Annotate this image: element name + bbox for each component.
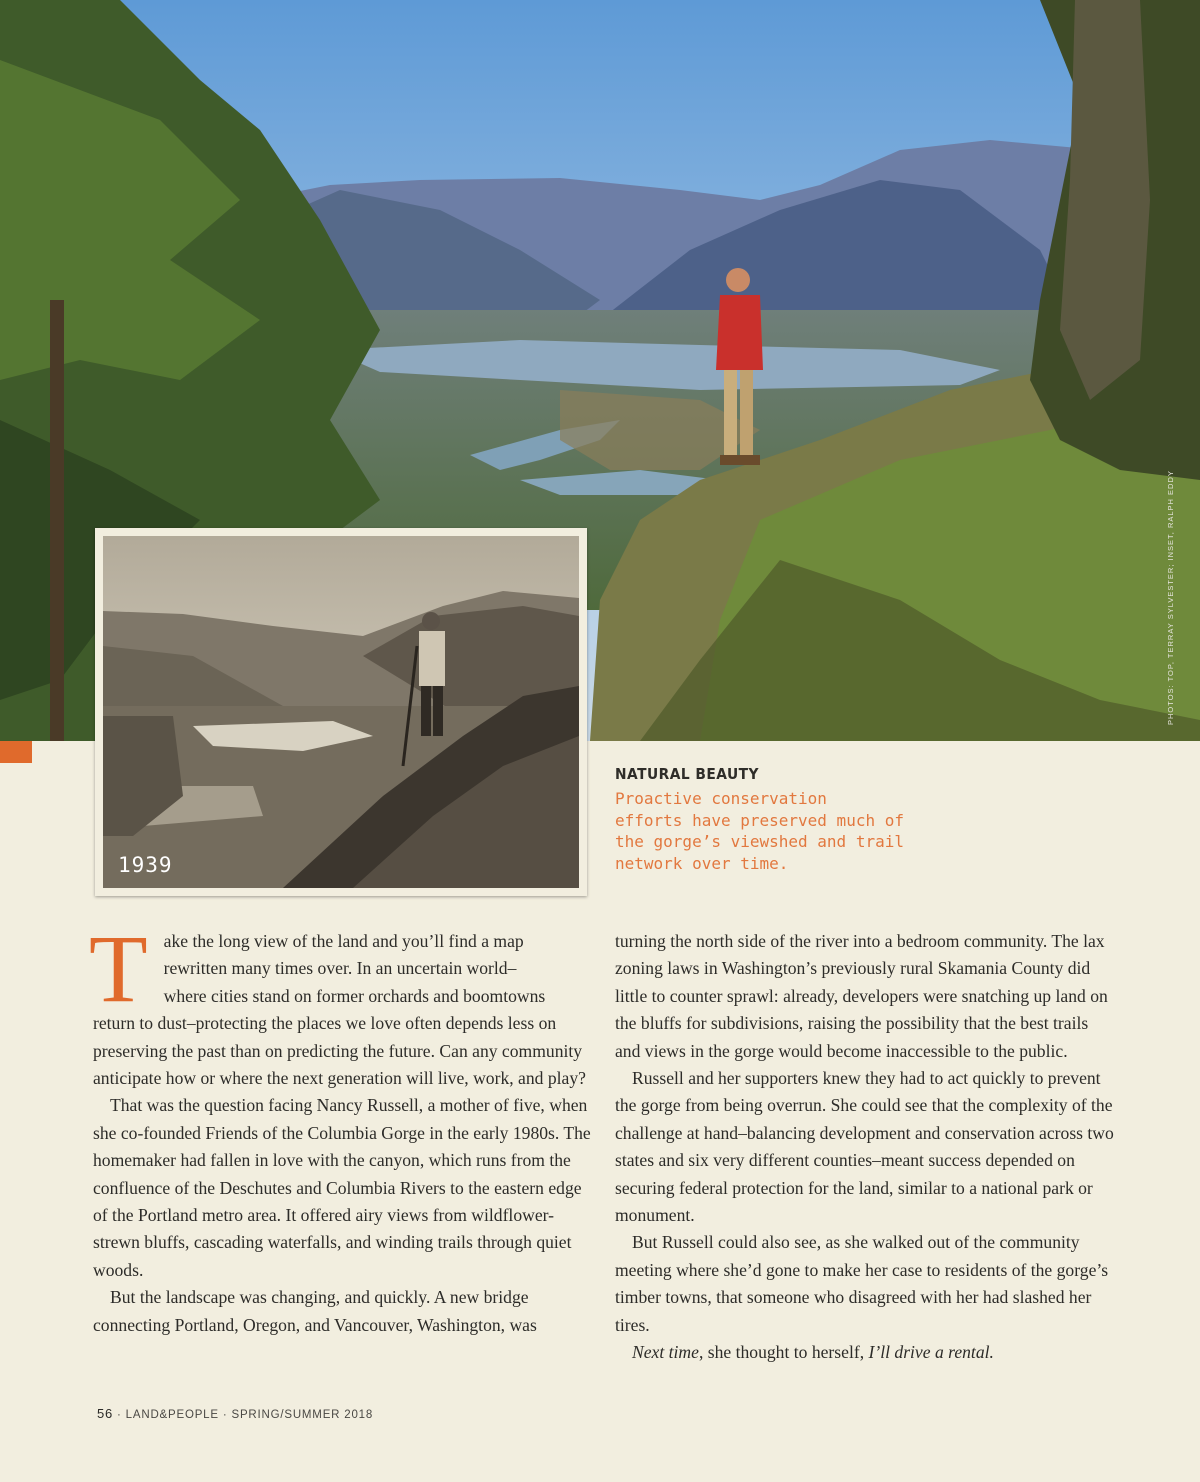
inset-photo-image <box>103 536 579 888</box>
article-paragraph: turning the north side of the river into a bedroom community. The lax zoning laws in Washington’s previously rural Skamania County did little to counter sprawl: already, developers were snatching up land on the bluffs for subdivisions, raising the possibility that the best trails and views in the gorge would become inaccessible to the public. <box>615 931 1108 1061</box>
italic-phrase: Next time <box>632 1342 699 1363</box>
article-line: ake the long view of the land and you’ll find a map <box>163 931 524 951</box>
photo-credit: PHOTOS: TOP, TERRAY SYLVESTER; INSET, RALPH EDDY <box>1166 470 1175 725</box>
article-right-column <box>615 928 1115 1367</box>
inset-year-label: 1939 <box>118 853 173 877</box>
article-left-column <box>89 915 593 1339</box>
article-paragraph: But the landscape was changing, and quickly. A new bridge connecting Portland, Oregon, and Vancouver, Washington, was <box>93 1287 537 1335</box>
page-number: 56 <box>97 1406 114 1421</box>
article-closing-paragraph <box>615 1339 1115 1366</box>
drop-cap: T <box>89 915 148 1022</box>
article-line: rewritten many times over. In an uncertain world– <box>163 958 517 979</box>
article-line: where cities stand on former orchards and boomtowns <box>163 985 546 1006</box>
publication-line: · LAND&PEOPLE · SPRING/SUMMER 2018 <box>113 1409 374 1421</box>
italic-phrase: I’ll drive a rental. <box>868 1342 994 1363</box>
inset-photo-1939 <box>95 528 587 896</box>
article-paragraph: Russell and her supporters knew they had to act quickly to prevent the gorge from being overrun. She could see that the complexity of the challenge at hand–balancing development and conservation across two states and six very different counties–meant success depended on securing federal protection for the land, similar to a national park or monument. <box>615 1068 1114 1226</box>
caption-body: Proactive conservation efforts have preserved much of the gorge’s viewshed and trail network over time. <box>615 789 904 874</box>
article-paragraph: That was the question facing Nancy Russell, a mother of five, when she co-founded Friends of the Columbia Gorge in the early 1980s. The homemaker had fallen in love with the canyon, which runs from the confluence of the Deschutes and Columbia Rivers to the eastern edge of the Portland metro area. It offered airy views from wildflower-strewn bluffs, cascading waterfalls, and winding trails through quiet woods. <box>93 1095 591 1280</box>
folio <box>97 1406 373 1421</box>
article-paragraph: But Russell could also see, as she walked out of the community meeting where she’d gone to make her case to residents of the gorge’s timber towns, that someone who disagreed with her had slashed her tires. <box>615 1232 1109 1335</box>
closing-text: , she thought to herself, <box>698 1342 869 1363</box>
caption-title: NATURAL BEAUTY <box>615 765 759 783</box>
accent-tab <box>0 741 32 763</box>
article-paragraph: return to dust–protecting the places we love often depends less on preserving the past than on predicting the future. Can any community anticipate how or where the next generation will live, work, and play? <box>93 1013 586 1089</box>
